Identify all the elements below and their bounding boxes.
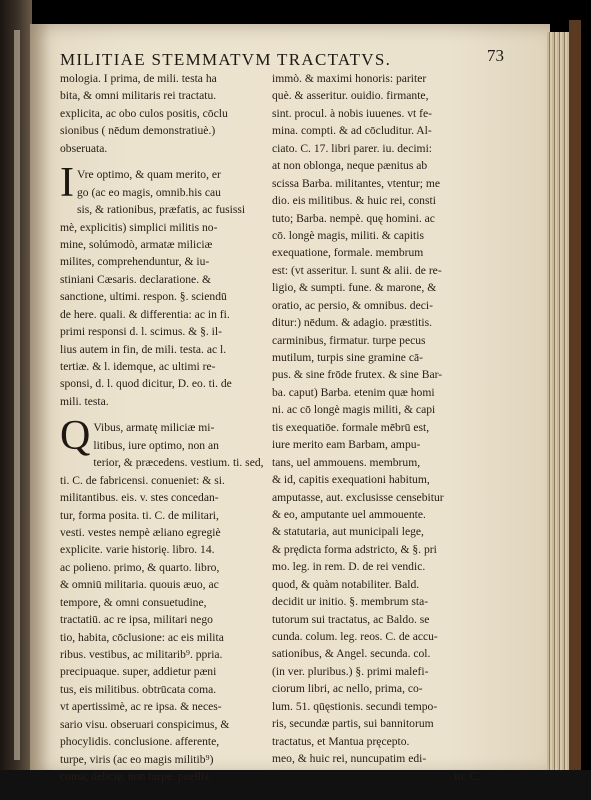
text-line: obseruata. [60, 141, 108, 155]
text-line: decidit ur initio. §. membrum sta- [272, 595, 429, 609]
text-line: sationibus, & Angel. secunda. col. [272, 647, 431, 661]
text-line: bita, & omni militaris rei tractatu. [60, 89, 217, 103]
text-line: at non oblonga, neque pænitus ab [272, 159, 428, 173]
text-line: exequatione, formale. membrum [272, 246, 424, 260]
text-line: tans, uel ammouens. membrum, [272, 455, 421, 469]
text-line: dio. eis militibus. & huic rei, consti [272, 194, 436, 208]
text-line: & statutaria, aut municipali lege, [272, 525, 424, 539]
text-line: Vibus, armatę miliciæ mi- [93, 421, 215, 435]
text-line: mili. testa. [60, 394, 109, 408]
text-line: & id, capitis exequationi habitum, [272, 473, 430, 487]
text-line: (in ver. pluribus.) §. primi malefi- [272, 664, 429, 678]
paragraph-1 [60, 70, 266, 157]
text-line: mè, explicitis) simplici militis no- [60, 220, 218, 234]
text-line: coma; delicię, non turpe. puellis. [60, 770, 212, 784]
text-line: vt apertissimè, ac re ipsa. & neces- [60, 700, 222, 714]
text-line: mo. leg. in rem. D. de rei vendic. [272, 560, 426, 574]
text-line: meo, & huic rei, nuncupatim edi- [272, 752, 427, 766]
text-line: tio, habita, cōclusione: ac eis milita [60, 630, 224, 644]
text-line: turpe, viris (ac eo magis militib⁹) [60, 752, 214, 766]
text-line: ris, secundæ partis, sui bannitorum [272, 717, 434, 731]
text-line: cō. longè magis, militi. & capitis [272, 228, 424, 242]
text-line: tutorum sui tractatus, ac Baldo. se [272, 612, 430, 626]
text-line: sponsi, d. l. quod dicitur, D. eo. ti. de [60, 377, 232, 391]
text-line: tuto; Barba. nempè. quę homini. ac [272, 211, 435, 225]
text-line: sint. procul. à nobis iuuenes. vt fe- [272, 106, 433, 120]
text-line: & eo, amputante uel ammouente. [272, 507, 426, 521]
text-line: & omniū militaria. quouis æuo, ac [60, 578, 219, 592]
book-cover-edge [569, 20, 581, 790]
text-line: explicita, ac obo culos positis, cōclu [60, 106, 228, 120]
text-line: lius autem in fin, de mili. testa. ac l. [60, 342, 227, 356]
left-column [60, 70, 266, 786]
paragraph-gap [60, 410, 266, 419]
facing-page-sliver [14, 30, 20, 760]
page-stack-edges [547, 32, 569, 776]
text-line: amputasse, aut. exclusisse censebitur [272, 490, 444, 504]
text-line: mutilum, turpis sine gramine cā- [272, 351, 424, 364]
text-line: ac polieno. primo, & quarto. libro, [60, 560, 220, 574]
text-line: tractatus, et Mantua pręcepto. [272, 734, 410, 748]
text-line: tertiæ. & l. idemque, ac ultimi re- [60, 360, 216, 373]
text-line: sario visu. obseruari conspicimus, & [60, 717, 230, 731]
text-line: terior, & præcedens. vestium. ti. sed, [93, 456, 264, 470]
text-line: pus. & sine frōde frutex. & sine Bar- [272, 368, 443, 382]
text-line: què. & asseritur. ouidio. firmante, [272, 89, 429, 103]
text-line: oratio, ac persio, & omnibus. deci- [272, 298, 433, 312]
text-line: tus, eis militibus. obtrūcata coma. [60, 682, 217, 696]
text-line: ni. ac cō longè magis militi, & capi [272, 403, 436, 417]
text-line: mine, solúmodò, armatæ miliciæ [60, 237, 213, 251]
text-line: scissa Barba. militantes, vtentur; me [272, 176, 441, 190]
text-line: ti. C. de fabricensi. conueniet: & si. [60, 473, 225, 487]
text-line: tempore, & omni consuetudine, [60, 595, 207, 609]
facing-page-edge [0, 0, 32, 800]
text-line: phocylidis. conclusione. afferente, [60, 735, 220, 749]
text-line: ba. caput) Barba. etenim quæ homi [272, 385, 435, 399]
text-line: sanctione, ultimi. respon. §. sciendū [60, 290, 227, 304]
text-line: immò. & maximi honoris: pariter [272, 72, 427, 85]
page-number: 73 [487, 46, 504, 65]
text-line: precipuaque. super, addietur pæni [60, 665, 217, 679]
text-line: Vre optimo, & quam merito, er [77, 168, 221, 182]
text-line: mologia. I prima, de mili. testa ha [60, 72, 217, 85]
text-line: sionibus ( nēdum demonstratiuè.) [60, 124, 216, 138]
text-line: primi responsi d. l. scimus. & §. il- [60, 325, 222, 339]
text-line: ligio, & sumpti. fune. & marone, & [272, 281, 437, 295]
text-line: carminibus, firmatur. turpe pecus [272, 333, 426, 347]
paragraph-2 [60, 160, 266, 410]
text-line: sis, & rationibus, præfatis, ac fusissi [77, 203, 246, 217]
right-column [272, 70, 484, 785]
text-line: iure merito eam Barbam, ampu- [272, 438, 421, 452]
text-line: ciorum libri, ac nello, prima, co- [272, 682, 423, 696]
text-line: mina. compti. & ad cōcluditur. Al- [272, 124, 432, 138]
paragraph-3 [60, 413, 266, 785]
text-line: to. C. [454, 769, 480, 783]
text-line: est: (vt asseritur. l. sunt & alii. de re- [272, 263, 442, 277]
text-line: go (ac eo magis, omnib.his cau [77, 185, 221, 199]
text-line: militantibus. eis. v. stes concedan- [60, 491, 219, 505]
drop-cap: Q [60, 413, 91, 460]
text-line: & prędicta forma adstricto, & §. pri [272, 542, 437, 556]
text-line: milites, comprehenduntur, & iu- [60, 255, 210, 269]
paragraph-gap [60, 157, 266, 166]
text-line: vesti. vestes nempè æliano egregiè [60, 525, 221, 539]
text-line: litibus, iure optimo, non an [93, 438, 219, 452]
text-line: cunda. colum. leg. reos. C. de accu- [272, 630, 438, 643]
text-line: tis exequatiōe. formale mēbrū est, [272, 420, 430, 434]
drop-cap: I [60, 160, 74, 207]
text-line: stiniani Cæsaris. declaratione. & [60, 272, 212, 286]
text-line: explicite. varie historię. libro. 14. [60, 543, 215, 557]
text-line: ribus. vestibus, ac militarib⁹. ppria. [60, 648, 223, 661]
text-line: ditur:) nēdum. & adagio. præstitis. [272, 316, 433, 330]
text-line: de here. quali. & differentia: ac in fi. [60, 307, 230, 321]
text-line: tur, forma posita. ti. C. de militari, [60, 508, 219, 522]
text-line: ciato. C. 17. libri parer. iu. decimi: [272, 141, 433, 155]
running-title: MILITIAE STEMMATVM TRACTATVS. [60, 50, 392, 69]
text-line: lum. 51. qūęstionis. secundi tempo- [272, 699, 438, 713]
text-line: tractatiū. ac re ipsa, militari nego [60, 613, 213, 627]
text-line: quod, & quàm notabiliter. Bald. [272, 577, 420, 591]
